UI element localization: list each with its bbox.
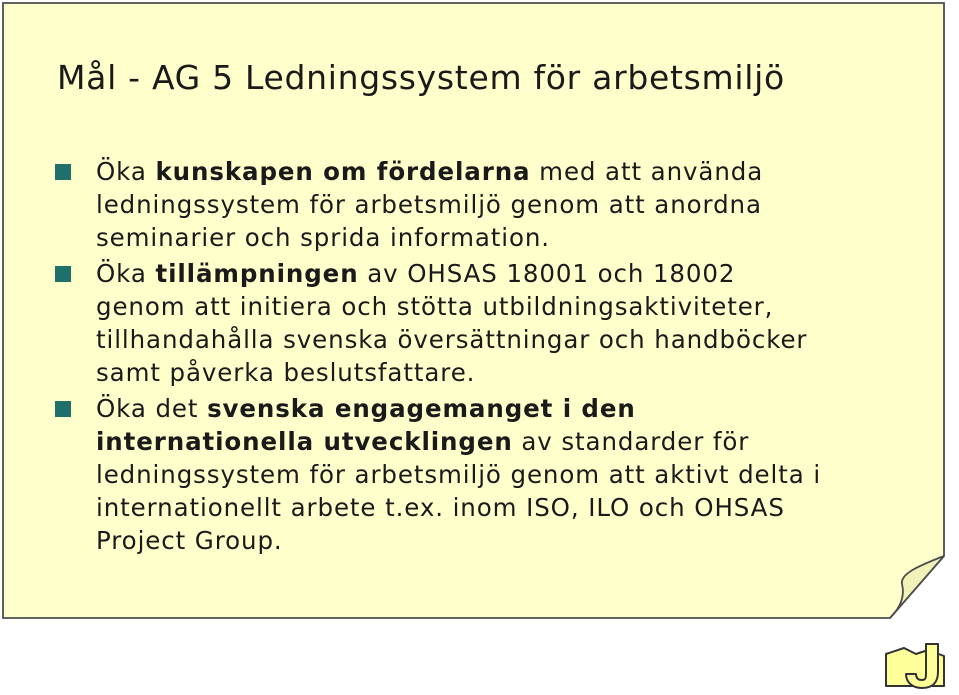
emphasis-text: svenska engagemanget i den [207, 394, 636, 423]
body-text: internationellt arbete t.ex. inom ISO, ILO och OHSAS [96, 493, 785, 522]
body-text: samt påverka beslutsfattare. [96, 358, 476, 387]
emphasis-text: internationella utvecklingen [96, 427, 513, 456]
body-text: av standarder för [512, 427, 750, 456]
bullet-line [96, 458, 916, 491]
body-text: tillhandahålla svenska översättningar och handböcker [96, 325, 808, 354]
bullet-item [96, 257, 916, 389]
bullet-line [96, 257, 916, 290]
bullet-line [96, 524, 916, 557]
body-text: Öka det [96, 394, 208, 423]
body-text: ledningssystem för arbetsmiljö genom att anordna [96, 190, 762, 219]
body-text: av OHSAS 18001 och 18002 [358, 259, 736, 288]
body-text: med att använda [530, 157, 764, 186]
bullet-line [96, 491, 916, 524]
body-text: ledningssystem för arbetsmiljö genom att aktivt delta i [96, 460, 822, 489]
bullet-line [96, 155, 916, 188]
emphasis-text: tillämpningen [155, 259, 359, 288]
bullet-line [96, 392, 916, 425]
bullet-line [96, 323, 916, 356]
emphasis-text: kunskapen om fördelarna [155, 157, 531, 186]
body-text: seminarier och sprida information. [96, 223, 550, 252]
bullet-line [96, 290, 916, 323]
body-text: genom att initiera och stötta utbildningsaktiviteter, [96, 292, 774, 321]
body-text: Öka [96, 259, 156, 288]
bullet-line [96, 188, 916, 221]
square-bullet-icon [55, 266, 71, 282]
j-mark-logo [880, 640, 950, 690]
page-title: Mål - AG 5 Ledningssystem för arbetsmiljö [57, 58, 785, 97]
bullet-line [96, 425, 916, 458]
square-bullet-icon [55, 401, 71, 417]
bullet-line [96, 356, 916, 389]
body-text: Öka [96, 157, 156, 186]
bullet-item [96, 155, 916, 254]
bullet-item [96, 392, 916, 557]
square-bullet-icon [55, 164, 71, 180]
bullet-line [96, 221, 916, 254]
body-text: Project Group. [96, 526, 283, 555]
